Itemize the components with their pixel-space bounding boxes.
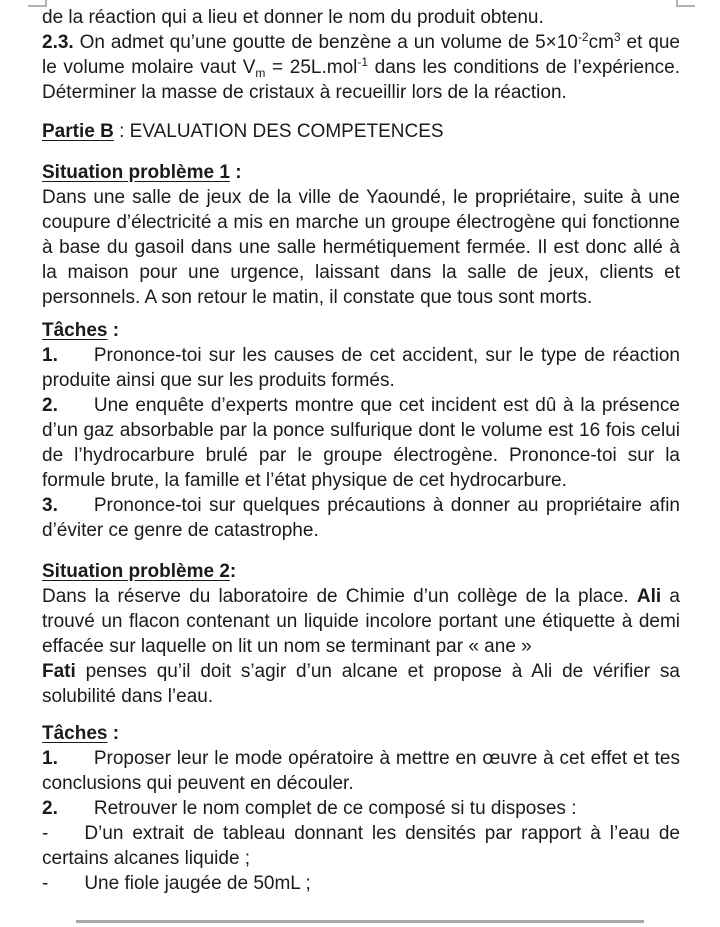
text-segment: D’un extrait de tableau donnant les densités par rapport à l’eau de certains alcanes liquide ; [42, 823, 680, 869]
text-segment: Prononce-toi sur quelques précautions à donner au propriétaire afin d’éviter ce genre de catastrophe. [42, 495, 680, 541]
text-segment: Retrouver le nom complet de ce composé si tu disposes : [93, 798, 577, 819]
text-segment: -2 [577, 30, 589, 44]
text-segment: dans les conditions de l’expérience. Déterminer la masse de cristaux à recueillir lors de la réaction. [42, 57, 680, 103]
text-segment: Une enquête d’experts montre que cet incident est dû à la présence d’un gaz absorbable par la ponce sulfurique dont le volume est 16 fois celui de l’hydrocarbure brulé par le groupe électrogène. Prononce-toi sur la formule brute, la famille et l’état physique de cet hydrocarbure. [42, 395, 680, 491]
text-segment: : [229, 561, 237, 582]
text-segment: Tâches [42, 320, 108, 341]
text-segment: Prononce-toi sur les causes de cet accident, sur le type de réaction produite ainsi que sur les produits formés. [42, 345, 680, 391]
text-segment: : [107, 320, 120, 341]
text-segment: : EVALUATION DES COMPETENCES [113, 121, 444, 142]
paragraph-fati [42, 659, 680, 709]
text-segment: - [42, 873, 49, 894]
text-segment: Dans une salle de jeux de la ville de Yaoundé, le propriétaire, suite à une coupure d’électricité a mis en marche un groupe électrogène qui fonctionne à base du gasoil dans une salle hermétiquement fermée. Il est donc allé à la maison pour une urgence, laissant dans la salle de jeux, clients et personnels. A son retour le matin, il constate que tous sont morts. [42, 187, 680, 308]
task-2-1 [42, 746, 680, 796]
text-segment: Une fiole jaugée de 50mL ; [84, 873, 311, 894]
text-segment: - [42, 823, 49, 844]
paragraph-continuation [42, 5, 680, 30]
text-segment: 2. [42, 798, 58, 819]
text-segment: 1. [42, 748, 58, 769]
paragraph-situation-1 [42, 185, 680, 310]
paragraph-question-2-3 [42, 30, 680, 105]
text-segment: penses qu’il doit s’agir d’un alcane et propose à Ali de vérifier sa solubilité dans l’eau. [42, 661, 680, 707]
text-segment: Situation problème 2 [42, 561, 230, 582]
text-segment: : [229, 162, 242, 183]
text-segment: Situation problème 1 [42, 162, 230, 183]
text-segment: 3 [613, 30, 621, 44]
text-segment: 2.3. [42, 32, 74, 53]
heading-situation-probleme-2 [42, 559, 680, 584]
text-segment: Ali [636, 586, 662, 607]
text-segment: 1. [42, 345, 58, 366]
page-bottom-edge [76, 920, 644, 923]
text-segment: Tâches [42, 723, 108, 744]
text-segment: a trouvé un flacon contenant un liquide incolore portant une étiquette à demi effacée sur laquelle on lit un nom se terminant par « ane » [42, 586, 680, 657]
text-segment: : [107, 723, 120, 744]
heading-situation-probleme-1 [42, 160, 680, 185]
text-segment: = 25L.mol [265, 57, 358, 78]
text-segment: et que le volume molaire vaut V [42, 32, 681, 78]
heading-taches-1 [42, 318, 680, 343]
text-segment: -1 [357, 55, 369, 69]
paragraph-situation-2 [42, 584, 680, 659]
heading-partie-b [42, 119, 680, 144]
heading-taches-2 [42, 721, 680, 746]
dash-item-1 [42, 821, 680, 871]
text-segment: 3. [42, 495, 58, 516]
text-segment: Fati [42, 661, 76, 682]
text-segment: 2. [42, 395, 58, 416]
task-1-2 [42, 393, 680, 493]
dash-item-2 [42, 871, 680, 896]
text-segment: de la réaction qui a lieu et donner le nom du produit obtenu. [42, 7, 544, 28]
text-segment: cm [588, 32, 614, 53]
document-body [42, 5, 680, 896]
task-1-1 [42, 343, 680, 393]
text-segment: Partie B [42, 121, 114, 142]
text-segment: Dans la réserve du laboratoire de Chimie d’un collège de la place. [42, 586, 637, 607]
task-2-2 [42, 796, 680, 821]
task-1-3 [42, 493, 680, 543]
text-segment: On admet qu’une goutte de benzène a un volume de 5×10 [73, 32, 578, 53]
text-segment: m [255, 66, 266, 80]
text-segment: Proposer leur le mode opératoire à mettre en œuvre à cet effet et tes conclusions qui peuvent en découler. [42, 748, 680, 794]
